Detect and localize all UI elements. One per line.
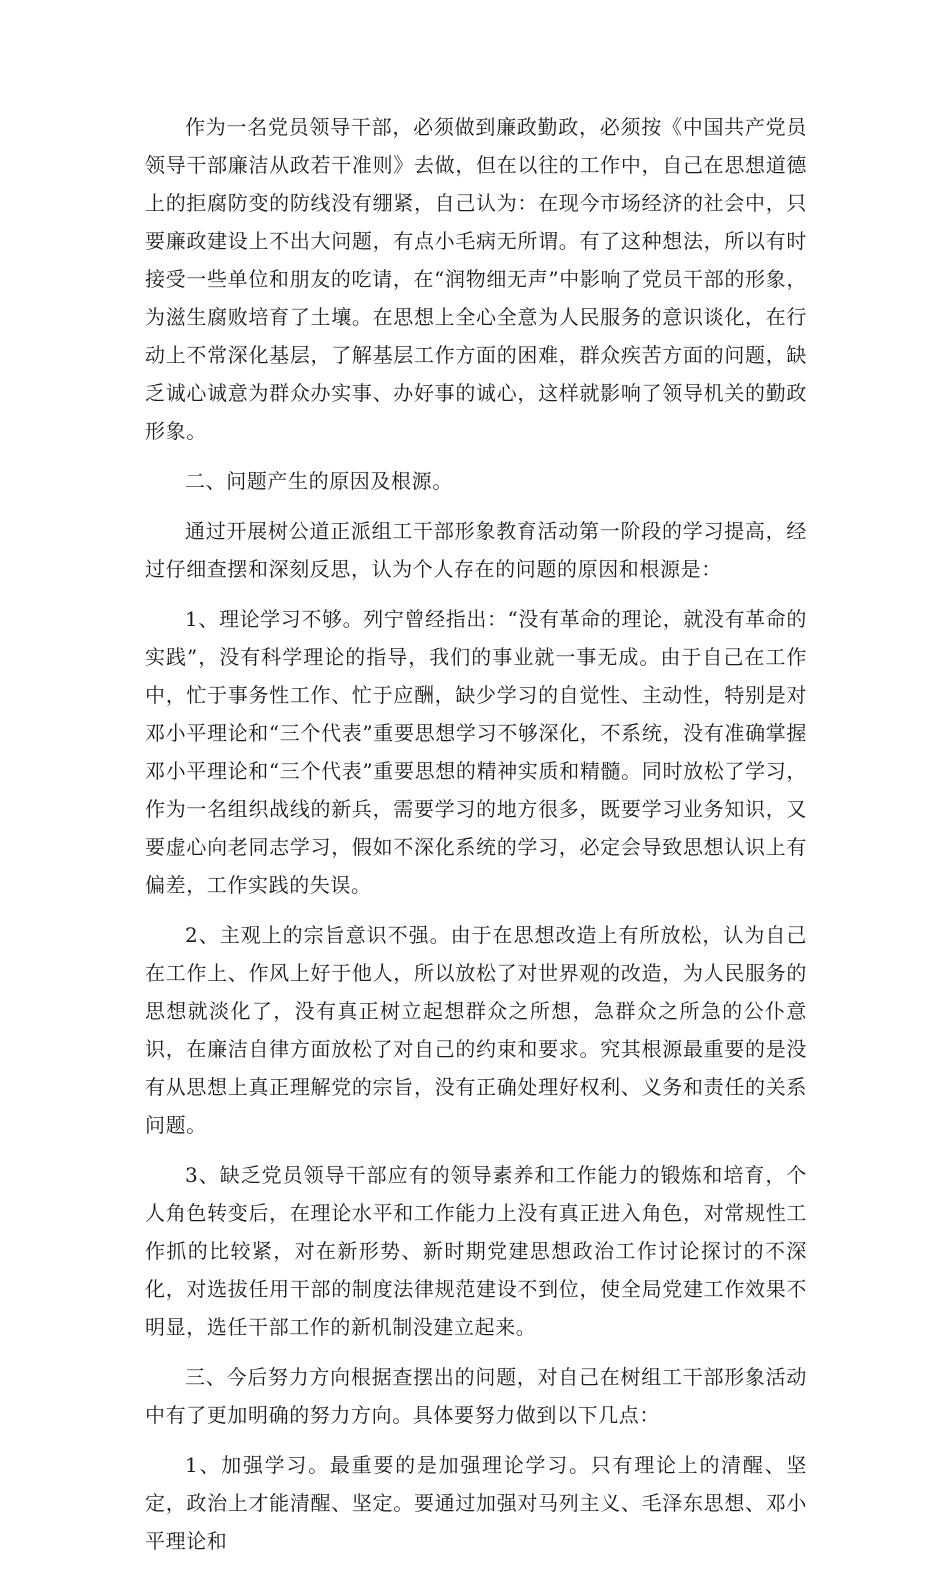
document-body xyxy=(145,108,807,1572)
section-heading-causes: 二、问题产生的原因及根源。 xyxy=(185,469,453,493)
paragraph-cause-1: 1、理论学习不够。列宁曾经指出：“没有革命的理论，就没有革命的实践”，没有科学理论的指导，我们的事业就一事无成。由于自己在工作中，忙于事务性工作、忙于应酬，缺少学习的自觉性、主动性，特别是对邓小平理论和“三个代表”重要思想学习不够深化，不系统，没有准确掌握邓小平理论和“三个代表”重要思想的精神实质和精髓。同时放松了学习，作为一名组织战线的新兵，需要学习的地方很多，既要学习业务知识，又要虚心向老同志学习，假如不深化系统的学习，必定会导致思想认识上有偏差，工作实践的失误。 xyxy=(145,607,807,897)
paragraph-causes-intro: 通过开展树公道正派组工干部形象教育活动第一阶段的学习提高，经过仔细查摆和深刻反思，认为个人存在的问题的原因和根源是： xyxy=(145,519,807,581)
paragraph-direction-1: 1、加强学习。最重要的是加强理论学习。只有理论上的清醒、坚定，政治上才能清醒、坚定。要通过加强对马列主义、毛泽东思想、邓小平理论和 xyxy=(145,1453,807,1553)
section-heading-direction: 三、今后努力方向根据查摆出的问题，对自己在树组工干部形象活动中有了更加明确的努力方向。具体要努力做到以下几点： xyxy=(145,1365,807,1427)
paragraph-conduct: 作为一名党员领导干部，必须做到廉政勤政，必须按《中国共产党员领导干部廉洁从政若干准则》去做，但在以往的工作中，自己在思想道德上的拒腐防变的防线没有绷紧，自己认为：在现今市场经济的社会中，只要廉政建设上不出大问题，有点小毛病无所谓。有了这种想法，所以有时接受一些单位和朋友的吃请，在“润物细无声”中影响了党员干部的形象，为滋生腐败培育了土壤。在思想上全心全意为人民服务的意识谈化，在行动上不常深化基层，了解基层工作方面的困难，群众疾苦方面的问题，缺乏诚心诚意为群众办实事、办好事的诚心，这样就影响了领导机关的勤政形象。 xyxy=(145,115,807,443)
paragraph-cause-3: 3、缺乏党员领导干部应有的领导素养和工作能力的锻炼和培育，个人角色转变后，在理论水平和工作能力上没有真正进入角色，对常规性工作抓的比较紧，对在新形势、新时期党建思想政治工作讨论探讨的不深化，对选拔任用干部的制度法律规范建设不到位，使全局党建工作效果不明显，选任干部工作的新机制没建立起来。 xyxy=(145,1163,807,1339)
paragraph-cause-2: 2、主观上的宗旨意识不强。由于在思想改造上有所放松，认为自己在工作上、作风上好于他人，所以放松了对世界观的改造，为人民服务的思想就淡化了，没有真正树立起想群众之所想，急群众之所急的公仆意识，在廉洁自律方面放松了对自己的约束和要求。究其根源最重要的是没有从思想上真正理解党的宗旨，没有正确处理好权利、义务和责任的关系问题。 xyxy=(145,923,807,1137)
